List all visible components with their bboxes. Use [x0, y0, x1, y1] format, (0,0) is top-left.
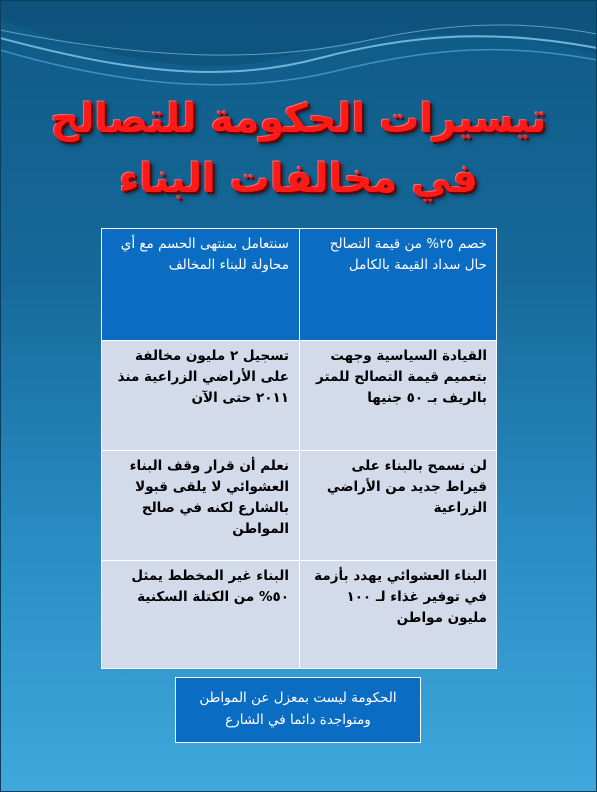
grid-cell-r3-left: نعلم أن قرار وقف البناء العشوائي لا يلقى قبولا بالشارع لكنه في صالح المواطن [101, 450, 299, 560]
facts-grid [101, 228, 497, 669]
grid-cell-r1-right: خصم ٢٥% من قيمة التصالح حال سداد القيمة بالكامل [299, 228, 497, 340]
page-title-line-1: تيسيرات الحكومة للتصالح [50, 96, 547, 142]
grid-cell-r2-right: القيادة السياسية وجهت بتعميم قيمة التصالح للمتر بالريف بـ ٥٠ جنيها [299, 340, 497, 450]
grid-border [101, 228, 497, 669]
grid-cell-r2-left: تسجيل ٢ مليون مخالفة على الأراضي الزراعية منذ ٢٠١١ حتى الآن [101, 340, 299, 450]
grid-cell-r4-left: البناء غير المخطط يمثل ٥٠% من الكتلة السكنية [101, 560, 299, 669]
grid-cell-r3-right: لن نسمح بالبناء على قيراط جديد من الأراضي الزراعية [299, 450, 497, 560]
footer-statement: الحكومة ليست بمعزل عن المواطن ومتواجدة دائما في الشارع [175, 677, 421, 743]
grid-cell-r1-left: سنتعامل بمنتهى الحسم مع أي محاولة للبناء المخالف [101, 228, 299, 340]
grid-cell-r4-right: البناء العشوائي يهدد بأزمة في توفير غذاء لـ ١٠٠ مليون مواطن [299, 560, 497, 669]
page-title-line-2: في مخالفات البناء [118, 156, 478, 202]
